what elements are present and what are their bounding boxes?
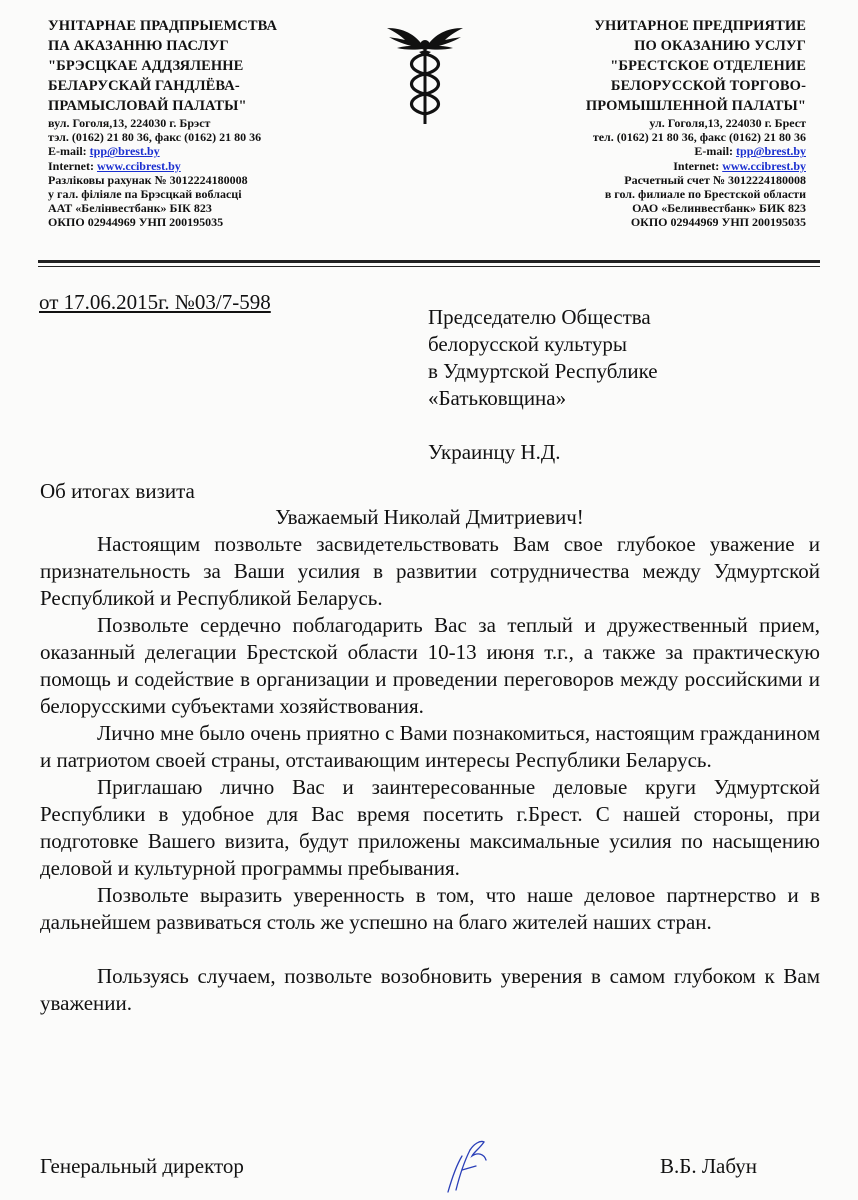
signatory-name: В.Б. Лабун: [660, 1154, 758, 1178]
email-label: E-mail:: [694, 144, 737, 159]
addressee-line: в Удмуртской Республике: [428, 359, 658, 383]
website-link[interactable]: www.ccibrest.by: [722, 158, 806, 173]
internet-line-ru: [476, 159, 806, 173]
org-name-by-4: БЕЛАРУСКАЙ ГАНДЛЁВА-: [48, 78, 240, 94]
address-ru: ул. Гоголя,13, 224030 г. Брест: [649, 116, 806, 130]
addressee-block: [428, 304, 658, 412]
greeting-text: Уважаемый Николай Дмитриевич!: [275, 505, 584, 529]
body-paragraph: Настоящим позвольте засвидетельствовать Вам свое глубокое уважение и признательность за Ваши усилия в развитии сотрудничества между Удмуртской Республикой и Республикой Беларусь.: [40, 532, 820, 610]
header-divider-thin: [38, 266, 820, 267]
body-paragraph: Лично мне было очень приятно с Вами познакомиться, настоящим гражданином и патриотом своей страны, отстаивающим интересы Республики Беларусь.: [40, 721, 820, 772]
email-label: E-mail:: [48, 144, 90, 159]
email-link[interactable]: tpp@brest.by: [736, 144, 806, 159]
caduceus-emblem-icon: [385, 22, 465, 128]
org-name-by-5: ПРАМЫСЛОВАЙ ПАЛАТЫ": [48, 98, 247, 114]
org-name-ru-1: УНИТАРНОЕ ПРЕДПРИЯТИЕ: [594, 18, 806, 34]
org-name-ru-2: ПО ОКАЗАНИЮ УСЛУГ: [634, 38, 806, 54]
email-link[interactable]: tpp@brest.by: [89, 144, 160, 159]
letter-body: [40, 531, 820, 1017]
internet-label: Internet:: [673, 158, 723, 173]
header-right: [476, 16, 806, 230]
signatory-title: Генеральный директор: [40, 1154, 244, 1178]
body-paragraph: Приглашаю лично Вас и заинтересованные деловые круги Удмуртской Республики в удобное для Вас время посетить г.Брест. С нашей стороны, при подготовке Вашего визита, будут приложены максимальные усилия по насыщению деловой и культурной программы пребывания.: [40, 775, 820, 880]
website-link[interactable]: www.ccibrest.by: [96, 158, 181, 173]
handwritten-signature-icon: [440, 1130, 510, 1196]
bank-branch-by: у гал. філіяле па Брэсцкай вобласці: [48, 187, 242, 202]
org-name-ru-5: ПРОМЫШЛЕННОЙ ПАЛАТЫ": [585, 98, 806, 114]
recipient-name: Украинцу Н.Д.: [428, 440, 561, 464]
bank-by: ААТ «Белінвестбанк» БІК 823: [48, 201, 212, 216]
header-left: [48, 16, 378, 230]
bank-ru: ОАО «Белинвестбанк» БИК 823: [632, 201, 806, 216]
address-by: вул. Гоголя,13, 224030 г. Брэст: [48, 116, 211, 130]
codes-ru: ОКПО 02944969 УНП 200195035: [630, 215, 806, 230]
phones-ru: тел. (0162) 21 80 36, факс (0162) 21 80 36: [592, 130, 806, 145]
org-name-by-3: "БРЭСЦКАЕ АДДЗЯЛЕННЕ: [48, 58, 244, 74]
letter-subject: Об итогах визита: [40, 479, 195, 503]
email-line-ru: [476, 144, 806, 158]
internet-label: Internet:: [48, 158, 97, 173]
bank-branch-ru: в гол. филиале по Брестской области: [604, 187, 806, 202]
org-name-ru-3: "БРЕСТСКОЕ ОТДЕЛЕНИЕ: [610, 58, 806, 74]
addressee-line: Председателю Общества: [428, 305, 651, 329]
addressee-line: «Батьковщина»: [428, 386, 567, 410]
closing-paragraph: Пользуясь случаем, позвольте возобновить уверения в самом глубоком к Вам уважении.: [40, 964, 820, 1015]
body-paragraph: Позвольте выразить уверенность в том, что наше деловое партнерство и в дальнейшем развиваться столь же успешно на благо жителей наших стран.: [40, 883, 820, 934]
org-name-by-1: УНІТАРНАЕ ПРАДПРЫЕМСТВА: [48, 18, 278, 34]
account-ru: Расчетный счет № 3012224180008: [624, 172, 806, 187]
org-name-ru-4: БЕЛОРУССКОЙ ТОРГОВО-: [610, 78, 806, 94]
header-divider-thick: [38, 260, 820, 263]
greeting: [0, 504, 858, 530]
org-name-by-2: ПА АКАЗАННЮ ПАСЛУГ: [48, 38, 229, 54]
account-by: Разліковы рахунак № 3012224180008: [48, 172, 248, 187]
email-line-by: [48, 144, 378, 158]
internet-line-by: [48, 159, 378, 173]
body-paragraph: Позвольте сердечно поблагодарить Вас за теплый и дружественный прием, оказанный делегации Брестской области 10-13 июня т.г., а также за практическую помощь и содействие в организации и проведении переговоров между российскими и белорусскими субъектами хозяйствования.: [40, 613, 820, 718]
addressee-line: белорусской культуры: [428, 332, 627, 356]
codes-by: ОКПО 02944969 УНП 200195035: [48, 215, 224, 230]
phones-by: тэл. (0162) 21 80 36, факс (0162) 21 80 36: [48, 130, 262, 145]
letter-reference: от 17.06.2015г. №03/7-598: [39, 290, 271, 314]
